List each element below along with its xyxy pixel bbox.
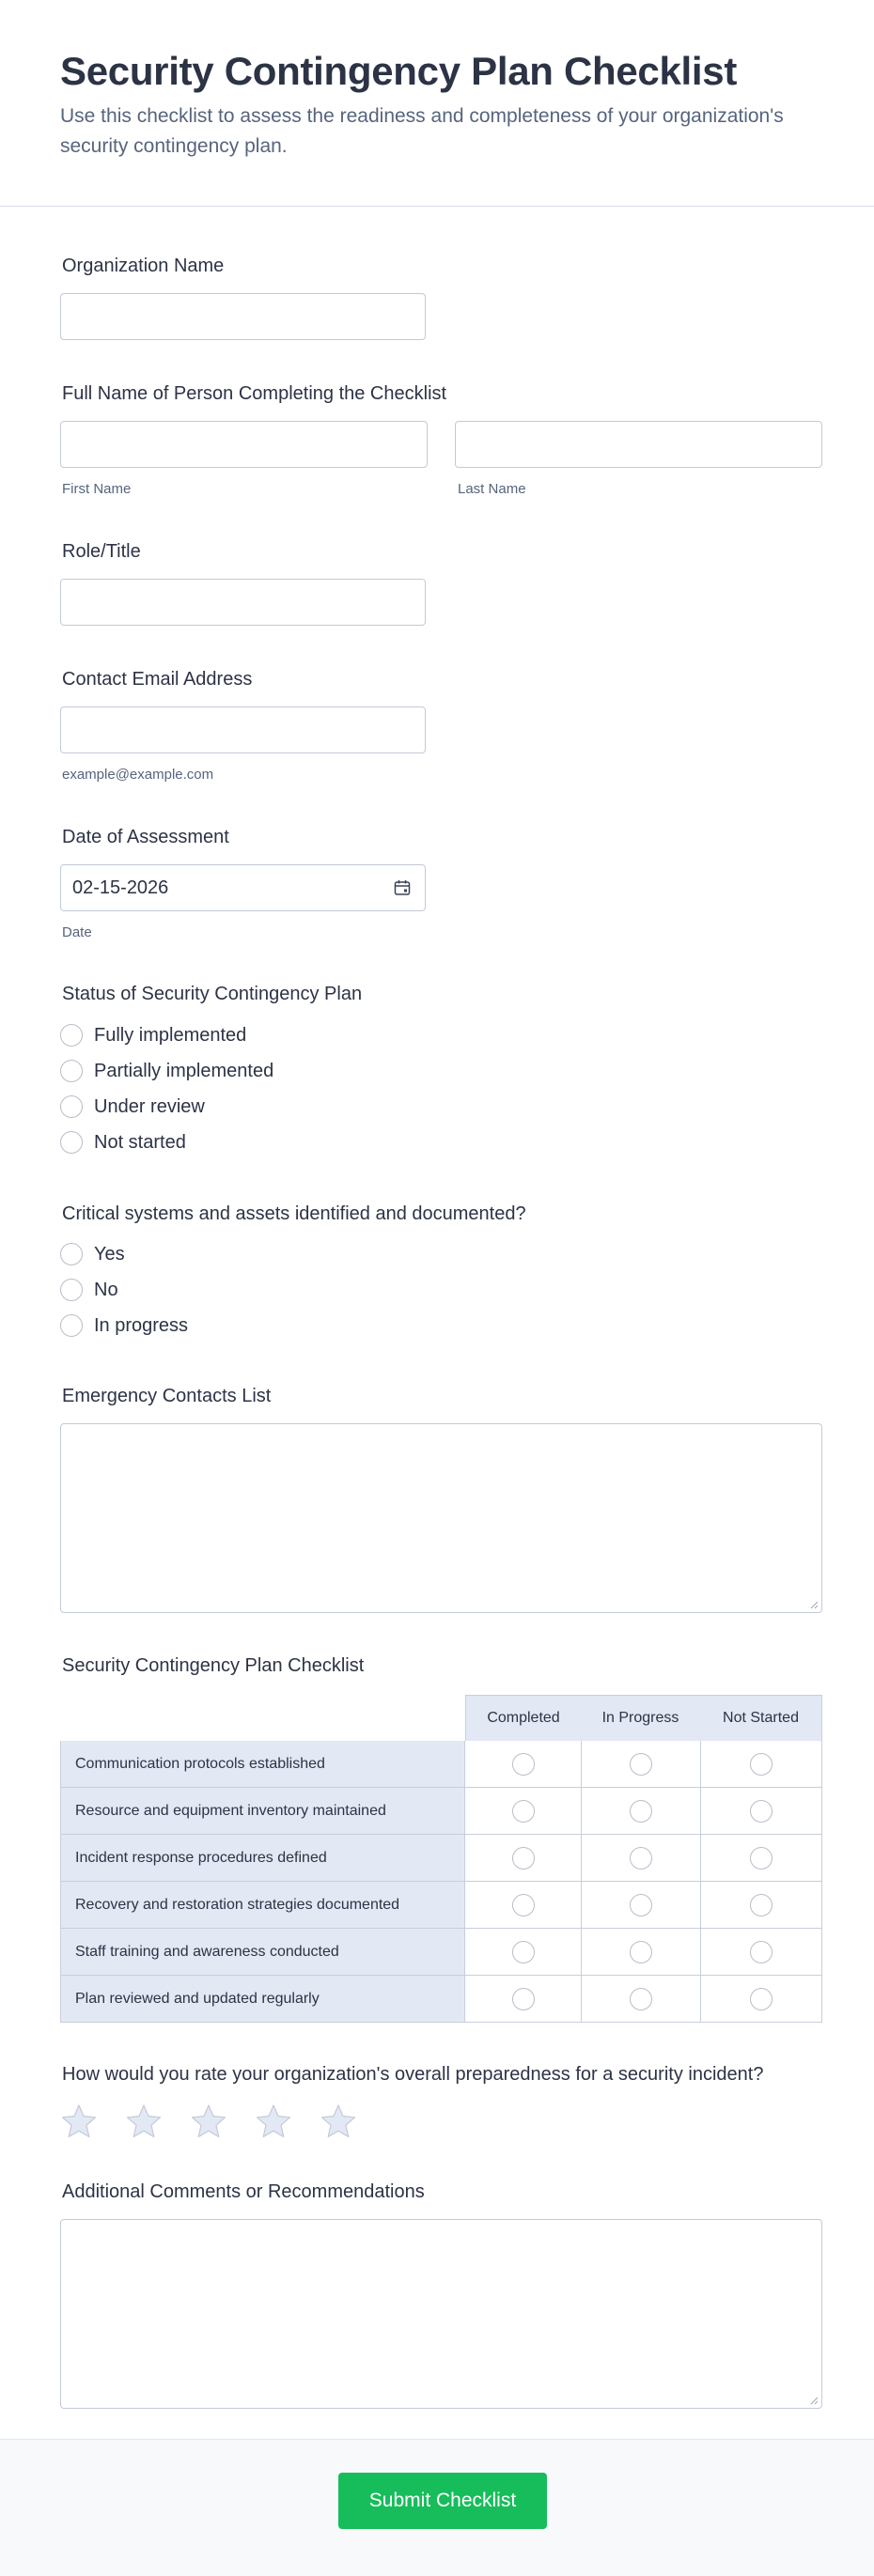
radio-button[interactable] [512, 1847, 535, 1870]
full-name-label: Full Name of Person Completing the Checklist [62, 383, 447, 404]
radio-button[interactable] [750, 1800, 773, 1823]
matrix-cell[interactable] [582, 1835, 701, 1882]
role-label: Role/Title [62, 541, 141, 562]
comments-label: Additional Comments or Recommendations [62, 2181, 425, 2202]
matrix-label: Security Contingency Plan Checklist [62, 1655, 365, 1676]
radio-button[interactable] [750, 1753, 773, 1776]
star-rating [60, 2103, 384, 2140]
matrix-column-header: Not Started [700, 1695, 822, 1742]
matrix-cell[interactable] [701, 1788, 822, 1835]
radio-button[interactable] [60, 1060, 83, 1082]
radio-button[interactable] [630, 1941, 652, 1963]
page-subtitle: Use this checklist to assess the readiness and completeness of your organization's security contingency plan. [60, 105, 784, 157]
matrix-cell[interactable] [465, 1882, 582, 1929]
matrix-cell[interactable] [701, 1929, 822, 1976]
star-icon[interactable] [255, 2103, 292, 2140]
form-header [0, 0, 874, 207]
status-option-label: Under review [94, 1095, 205, 1117]
status-option[interactable] [60, 1058, 273, 1084]
status-option[interactable] [60, 1022, 246, 1048]
matrix-column-header: In Progress [581, 1695, 701, 1742]
critical-option-label: In progress [94, 1314, 189, 1336]
critical-option[interactable] [60, 1277, 118, 1303]
matrix-cell[interactable] [582, 1741, 701, 1788]
org-name-input[interactable] [60, 293, 426, 340]
submit-button[interactable]: Submit Checklist [338, 2473, 547, 2529]
matrix-cell[interactable] [701, 1835, 822, 1882]
contacts-textarea[interactable] [60, 1423, 822, 1613]
radio-button[interactable] [630, 1753, 652, 1776]
first-name-input[interactable] [60, 421, 428, 468]
matrix-cell[interactable] [465, 1741, 582, 1788]
last-name-sublabel: Last Name [458, 481, 526, 497]
critical-label: Critical systems and assets identified and documented? [62, 1203, 526, 1224]
radio-button[interactable] [60, 1314, 83, 1337]
radio-button[interactable] [60, 1279, 83, 1301]
date-input[interactable] [60, 864, 426, 911]
radio-button[interactable] [60, 1131, 83, 1154]
radio-button[interactable] [60, 1243, 83, 1265]
critical-option-label: Yes [94, 1243, 125, 1265]
date-sublabel: Date [62, 924, 92, 940]
critical-option-label: No [94, 1279, 118, 1300]
resize-handle-icon[interactable] [809, 2396, 819, 2405]
radio-button[interactable] [512, 1941, 535, 1963]
rating-label: How would you rate your organization's overall preparedness for a security incident? [62, 2064, 764, 2085]
matrix-cell[interactable] [582, 1882, 701, 1929]
star-icon[interactable] [320, 2103, 357, 2140]
radio-button[interactable] [512, 1894, 535, 1916]
first-name-sublabel: First Name [62, 481, 132, 497]
star-icon[interactable] [125, 2103, 163, 2140]
radio-button[interactable] [60, 1095, 83, 1118]
matrix-row-label: Recovery and restoration strategies documented [60, 1882, 465, 1929]
radio-button[interactable] [750, 1941, 773, 1963]
radio-button[interactable] [512, 1753, 535, 1776]
critical-option[interactable] [60, 1312, 188, 1339]
page-title: Security Contingency Plan Checklist [60, 49, 738, 93]
radio-button[interactable] [630, 1800, 652, 1823]
resize-handle-icon[interactable] [809, 1600, 819, 1609]
matrix-cell[interactable] [701, 1976, 822, 2023]
radio-button[interactable] [512, 1988, 535, 2010]
matrix-row-label: Resource and equipment inventory maintained [60, 1788, 465, 1835]
matrix-cell[interactable] [582, 1788, 701, 1835]
matrix-cell[interactable] [582, 1929, 701, 1976]
radio-button[interactable] [750, 1847, 773, 1870]
status-option-label: Not started [94, 1131, 186, 1153]
matrix-row-label: Plan reviewed and updated regularly [60, 1976, 465, 2023]
matrix-column-header: Completed [465, 1695, 582, 1742]
status-option[interactable] [60, 1129, 186, 1156]
email-input[interactable] [60, 706, 426, 753]
radio-button[interactable] [512, 1800, 535, 1823]
radio-button[interactable] [750, 1988, 773, 2010]
matrix-cell[interactable] [465, 1835, 582, 1882]
matrix-cell[interactable] [465, 1976, 582, 2023]
matrix-cell[interactable] [582, 1976, 701, 2023]
status-option-label: Fully implemented [94, 1024, 247, 1046]
star-icon[interactable] [190, 2103, 227, 2140]
comments-textarea[interactable] [60, 2219, 822, 2409]
calendar-icon[interactable] [393, 878, 412, 897]
last-name-input[interactable] [455, 421, 822, 468]
critical-option[interactable] [60, 1241, 125, 1267]
matrix-row-label: Staff training and awareness conducted [60, 1929, 465, 1976]
radio-button[interactable] [630, 1988, 652, 2010]
radio-button[interactable] [630, 1847, 652, 1870]
status-option-label: Partially implemented [94, 1060, 274, 1081]
star-icon[interactable] [60, 2103, 98, 2140]
matrix-cell[interactable] [701, 1741, 822, 1788]
email-sublabel: example@example.com [62, 767, 214, 783]
radio-button[interactable] [750, 1894, 773, 1916]
matrix-cell[interactable] [465, 1788, 582, 1835]
matrix-row-label: Incident response procedures defined [60, 1835, 465, 1882]
email-label: Contact Email Address [62, 669, 253, 690]
status-option[interactable] [60, 1094, 205, 1120]
status-label: Status of Security Contingency Plan [62, 984, 363, 1004]
contacts-label: Emergency Contacts List [62, 1386, 272, 1406]
radio-button[interactable] [60, 1024, 83, 1047]
matrix-row-label: Communication protocols established [60, 1741, 465, 1788]
radio-button[interactable] [630, 1894, 652, 1916]
role-input[interactable] [60, 579, 426, 626]
matrix-cell[interactable] [465, 1929, 582, 1976]
matrix-cell[interactable] [701, 1882, 822, 1929]
org-name-label: Organization Name [62, 256, 225, 276]
checklist-matrix [60, 1695, 822, 2022]
date-value: 02-15-2026 [72, 877, 169, 898]
date-label: Date of Assessment [62, 827, 229, 847]
